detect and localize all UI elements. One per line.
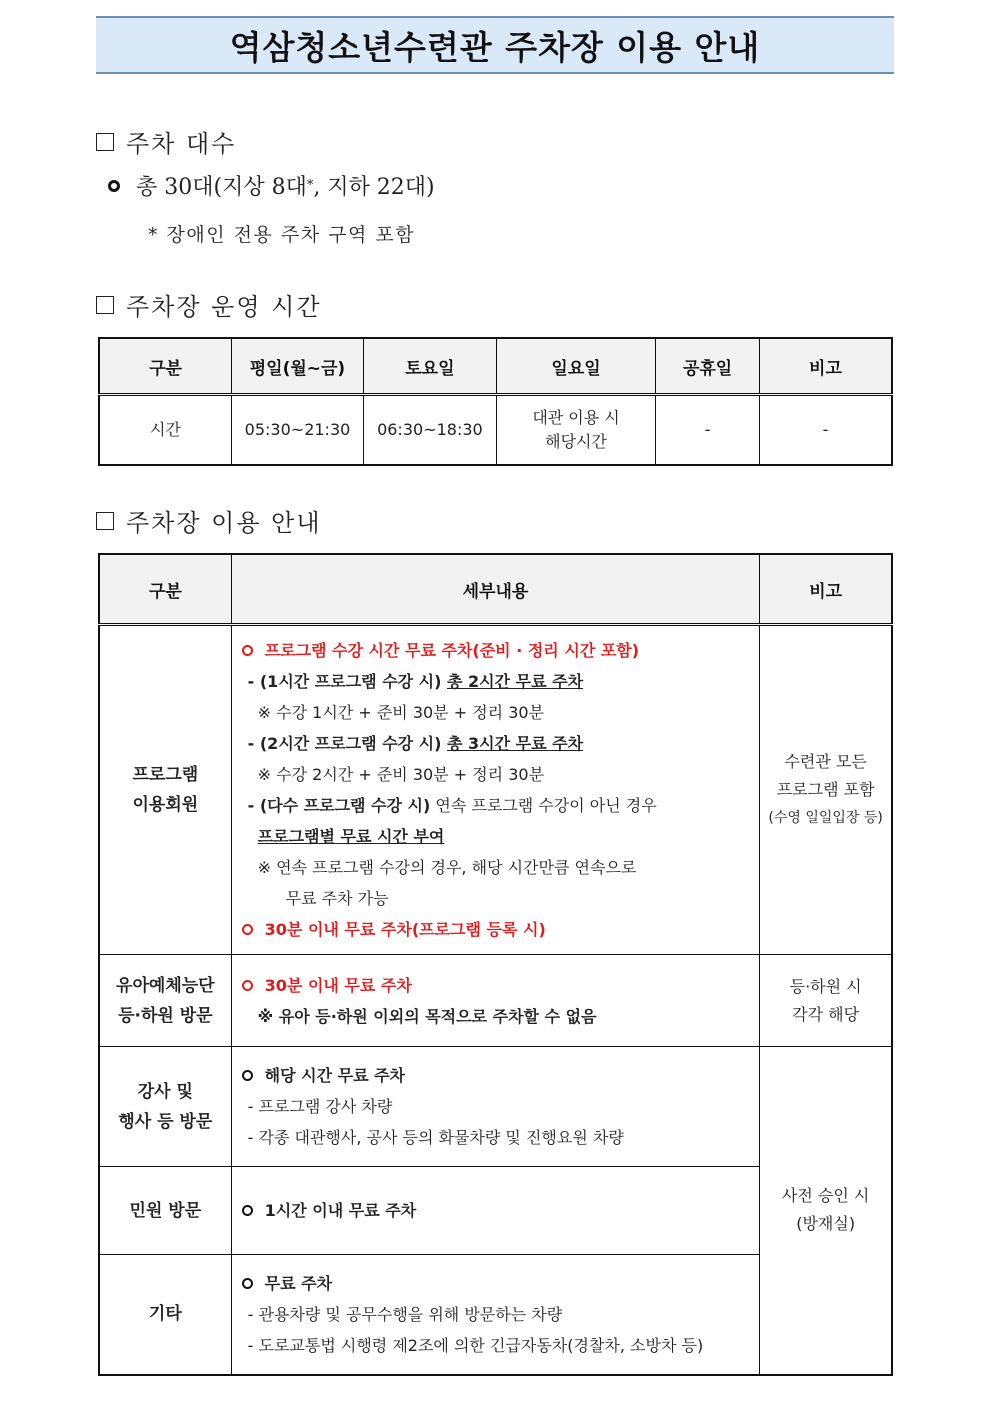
detail-cell: 해당 시간 무료 주차 - 프로그램 강사 차량 - 각종 대관행사, 공사 등의 화물차량 및 진행요원 차량 bbox=[231, 1047, 760, 1167]
checkbox-square-icon bbox=[96, 512, 114, 530]
section-heading-operating-hours: 주차장 운영 시간 bbox=[96, 287, 322, 322]
table-cell: - bbox=[656, 395, 760, 466]
table-row-program-members bbox=[99, 625, 892, 955]
checkbox-square-icon bbox=[96, 296, 114, 314]
circle-bullet-icon bbox=[242, 1278, 253, 1289]
category-cell: 강사 및 행사 등 방문 bbox=[99, 1047, 231, 1167]
remark-cell-shared: 사전 승인 시 (방재실) bbox=[760, 1047, 892, 1375]
table-row-instructors bbox=[99, 1047, 892, 1167]
circle-bullet-icon bbox=[108, 180, 120, 192]
detail-cell: 1시간 이내 무료 주차 bbox=[231, 1167, 760, 1255]
header-cell: 비고 bbox=[759, 338, 892, 395]
parking-total-line: 총 30대(지상 8대 * , 지하 22대) bbox=[108, 170, 435, 201]
table-cell: 06:30~18:30 bbox=[363, 395, 496, 466]
circle-bullet-icon bbox=[242, 645, 253, 656]
header-cell: 일요일 bbox=[496, 338, 655, 395]
table-cell: 시간 bbox=[99, 395, 232, 466]
page-title-banner bbox=[96, 16, 894, 74]
checkbox-square-icon bbox=[96, 133, 114, 151]
detail-cell: 프로그램 수강 시간 무료 주차(준비 · 정리 시간 포함) - (1시간 프로그램 수강 시) 총 2시간 무료 주차 ※ 수강 1시간 + 준비 30분 + 정리 30분 - (2시간 프로그램 수강 시) 총 3시간 무료 주차 ※ 수강 2시간 + 준비 30분 + 정리 30분 - (다수 프로그램 수강 시) 연속 프로그램 수강이 아닌 경우 프로그램별 무료 시간 부여 ※ 연속 프로그램 수강의 경우, 해당 시간만큼 연속으로 무료 주차 가능 30분 이내 무료 주차(프로그램 등록 시) bbox=[231, 625, 760, 955]
section-heading-parking-count: 주차 대수 bbox=[96, 124, 236, 159]
header-cell: 구분 bbox=[99, 338, 232, 395]
table-cell: - bbox=[759, 395, 892, 466]
usage-guide-table bbox=[98, 553, 893, 1376]
header-cell: 구분 bbox=[99, 554, 231, 625]
table-cell: 05:30~21:30 bbox=[232, 395, 364, 466]
table-header-row bbox=[99, 338, 892, 395]
circle-bullet-icon bbox=[242, 924, 253, 935]
detail-cell: 30분 이내 무료 주차 ※ 유아 등·하원 이외의 목적으로 주차할 수 없음 bbox=[231, 955, 760, 1047]
table-row bbox=[99, 395, 892, 466]
header-cell: 세부내용 bbox=[231, 554, 760, 625]
header-cell: 공휴일 bbox=[656, 338, 760, 395]
category-cell: 민원 방문 bbox=[99, 1167, 231, 1255]
circle-bullet-icon bbox=[242, 1205, 253, 1216]
section-heading-usage-guide: 주차장 이용 안내 bbox=[96, 503, 322, 538]
circle-bullet-icon bbox=[242, 1070, 253, 1081]
table-cell: 대관 이용 시 해당시간 bbox=[496, 395, 655, 466]
header-cell: 토요일 bbox=[363, 338, 496, 395]
table-header-row bbox=[99, 554, 892, 625]
operating-hours-table bbox=[98, 337, 893, 466]
category-cell: 유아예체능단 등·하원 방문 bbox=[99, 955, 231, 1047]
circle-bullet-icon bbox=[242, 980, 253, 991]
header-cell: 평일(월~금) bbox=[232, 338, 364, 395]
accessible-parking-note: * 장애인 전용 주차 구역 포함 bbox=[148, 224, 416, 246]
remark-cell: 수련관 모든 프로그램 포함 (수영 일일입장 등) bbox=[760, 625, 892, 955]
detail-cell: 무료 주차 - 관용차량 및 공무수행을 위해 방문하는 차량 - 도로교통법 시행령 제2조에 의한 긴급자동차(경찰차, 소방차 등) bbox=[231, 1255, 760, 1375]
category-cell: 기타 bbox=[99, 1255, 231, 1375]
table-row-kids-group bbox=[99, 955, 892, 1047]
header-cell: 비고 bbox=[760, 554, 892, 625]
page-title: 역삼청소년수련관 주차장 이용 안내 bbox=[229, 27, 761, 67]
remark-cell: 등·하원 시 각각 해당 bbox=[760, 955, 892, 1047]
category-cell: 프로그램 이용회원 bbox=[99, 625, 231, 955]
